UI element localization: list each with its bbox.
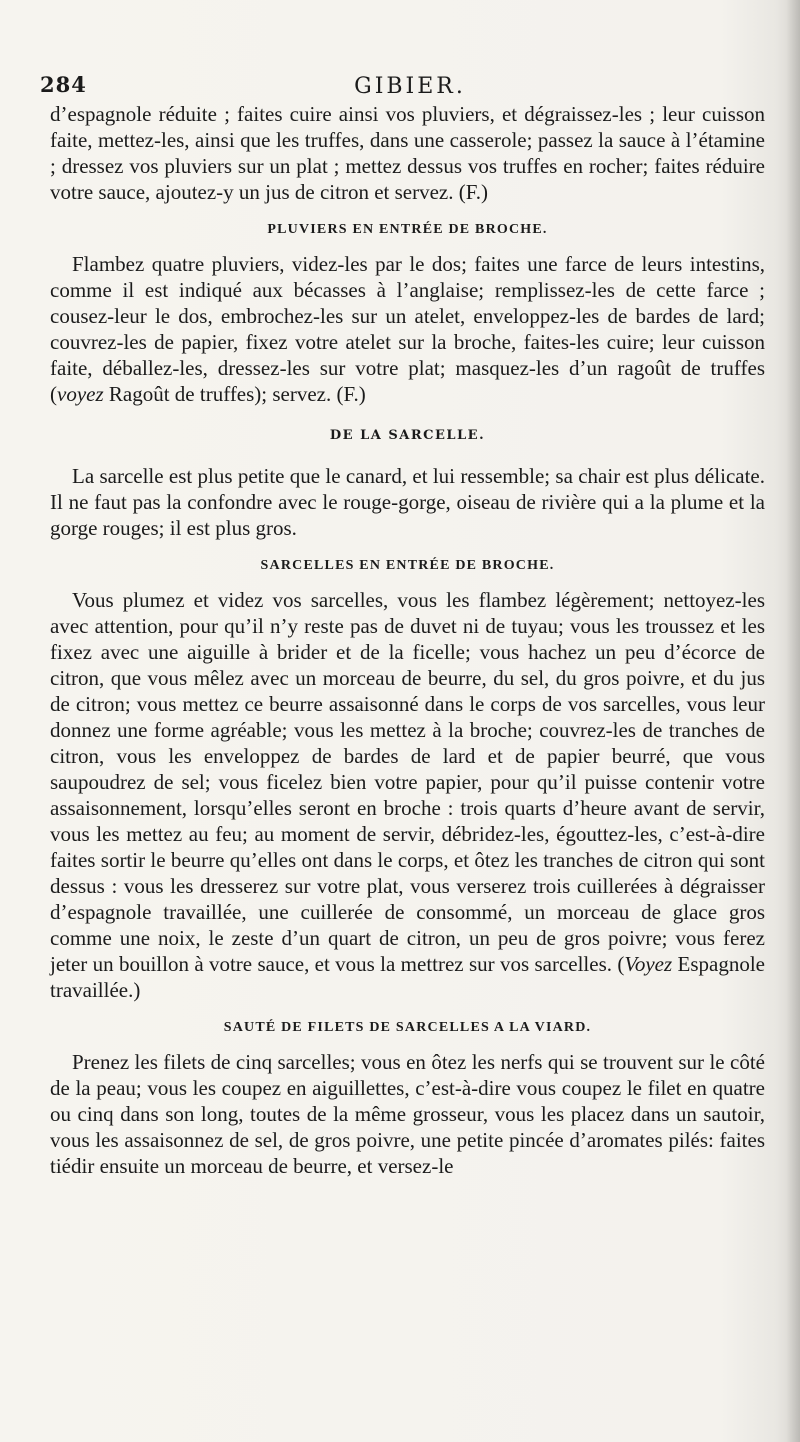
page-edge-shadow	[786, 0, 800, 1442]
paragraph-text: Flambez quatre pluviers, videz-les par le dos; faites une farce de leurs intestins, comme il est indiqué aux bécasses à l’anglaise; remplissez-les de cette farce ; cousez-leur le dos, embrochez-les sur un atelet, enveloppez-les de bardes de lard; couvrez-les de papier, fixez votre atelet sur la broche, faites-les cuire; leur cuisson faite, déballez-les, dressez-les sur votre plat; masquez-les d’un ragoût de truffes (	[50, 252, 765, 406]
chapter-heading-sarcelle: DE LA SARCELLE.	[329, 428, 486, 443]
paragraph-text: Vous plumez et videz vos sarcelles, vous les flambez légèrement; nettoyez-les avec attention, pour qu’il n’y reste pas de duvet ni de tuyau; vous les troussez et les fixez avec une aiguille à brider et de la ficelle; vous hachez un peu d’écorce de citron, que vous mêlez avec un morceau de beurre, du sel, du gros poivre, et du jus de citron; vous mettez ce beurre assaisonné dans le corps de vos sarcelles, vous leur donnez une forme agréable; vous les mettez à la broche; couvrez-les de tranches de citron, vous les enveloppez de bardes de lard et de papier beurré, que vous saupoudrez de sel; vous ficelez bien votre papier, pour qu’il puisse contenir votre assaisonnement, lorsqu’elles seront en broche : trois quarts d’heure avant de servir, vous les mettez au feu; au moment de servir, débridez-les, égouttez-les, c’est-à-dire faites sortir le beurre qu’elles ont dans le corps, et ôtez les tranches de citron qui sont dessus : vous les dresserez sur votre plat, vous verserez trois cuillerées à dégraisser d’espagnole travaillée, une cuillerée de consommé, un morceau de glace gros comme une noix, le zeste d’un quart de citron, un peu de gros poivre; vous ferez jeter un bouillon à votre sauce, et vous la mettrez sur vos sarcelles. (	[50, 588, 765, 976]
running-head: GIBIER.	[354, 74, 466, 99]
paragraph-pluviers	[50, 251, 765, 407]
paragraph-saute-filets: Prenez les filets de cinq sarcelles; vous en ôtez les nerfs qui se trouvent sur le côté de la peau; vous les coupez en aiguillettes, c’est-à-dire vous coupez le filet en quatre ou cinq dans son long, toutes de la même grosseur, vous les placez dans un sautoir, vous les assaisonnez de sel, de gros poivre, une petite pincée d’aromates pilés: faites tiédir ensuite un morceau de beurre, et versez-le	[50, 1050, 765, 1178]
page-body	[50, 101, 765, 1179]
continued-paragraph: d’espagnole réduite ; faites cuire ainsi vos pluviers, et dégraissez-les ; leur cuisson faite, mettez-les, ainsi que les truffes, dans une casserole; passez la sauce à l’étamine ; dressez vos pluviers sur un plat ; mettez dessus vos truffes en rocher; faites réduire votre sauce, ajoutez-y un jus de citron et servez. (F.)	[50, 102, 765, 204]
paragraph-sarcelles-broche	[50, 587, 765, 1003]
section-heading-saute-filets: SAUTÉ DE FILETS DE SARCELLES A LA VIARD.	[223, 1020, 592, 1035]
cross-reference-italic: voyez	[57, 382, 104, 406]
section-heading-sarcelles-broche: SARCELLES EN ENTRÉE DE BROCHE.	[260, 558, 555, 573]
cross-reference-italic: Voyez	[624, 952, 673, 976]
page-number: 284	[40, 72, 87, 97]
page-header	[40, 72, 780, 102]
paragraph-sarcelle: La sarcelle est plus petite que le canard, et lui ressemble; sa chair est plus délicate. Il ne faut pas la confondre avec le rouge-gorge, oiseau de rivière qui a la plume et la gorge rouges; il est plus gros.	[50, 464, 765, 540]
paragraph-text-end: Ragoût de truffes); servez. (F.)	[103, 382, 366, 406]
paragraph-text-end: Espagnole travaillée.)	[50, 952, 765, 1002]
section-heading-pluviers: PLUVIERS EN ENTRÉE DE BROCHE.	[267, 222, 548, 237]
